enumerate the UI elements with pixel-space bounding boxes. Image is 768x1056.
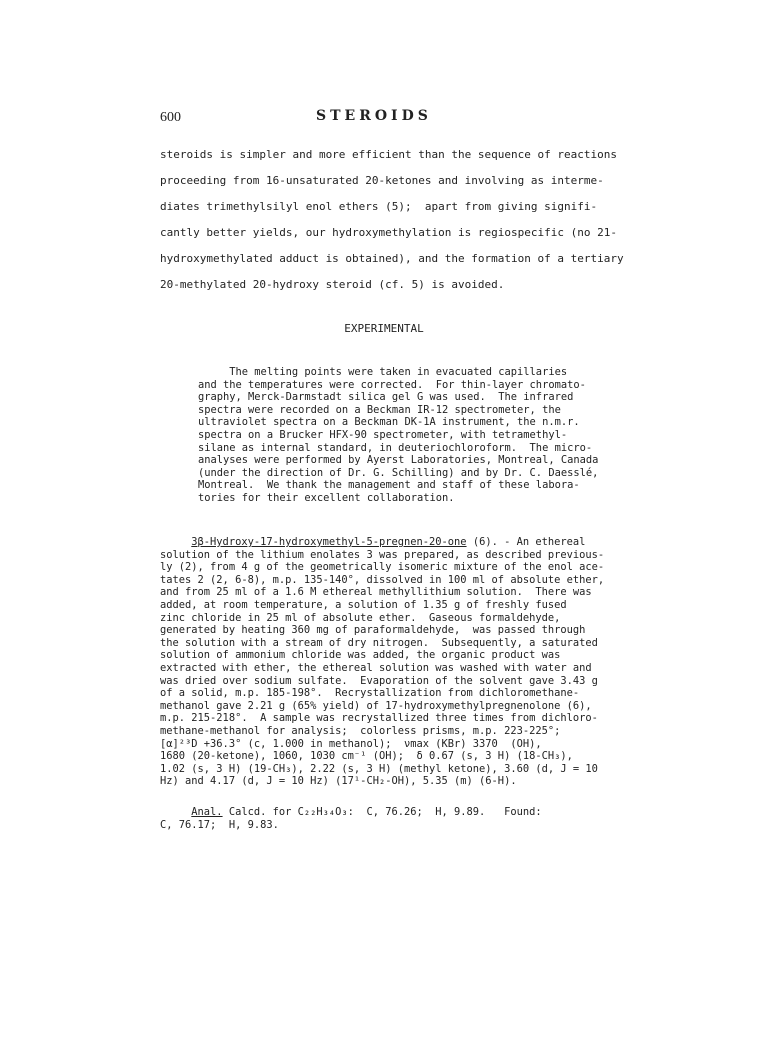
analysis-paragraph — [160, 806, 542, 831]
text-line: was dried over sodium sulfate. Evaporation of the solvent gave 3.43 g — [160, 674, 598, 687]
text-line: [α]²³D +36.3° (c, 1.000 in methanol); νmax (KBr) 3370 (OH), — [160, 737, 542, 750]
compound-heading-line — [160, 536, 604, 549]
text-line: solution of ammonium chloride was added, the organic product was — [160, 649, 561, 662]
page-number: 600 — [160, 110, 181, 125]
text-line: of a solid, m.p. 185-198°. Recrystallization from dichloromethane- — [160, 687, 580, 700]
text-line: tates 2 (2, 6-8), m.p. 135-140°, dissolved in 100 ml of absolute ether, — [160, 573, 605, 586]
text-line: spectra were recorded on a Beckman IR-12 spectrometer, the — [198, 403, 561, 416]
methods-paragraph — [198, 366, 598, 505]
text-line: (under the direction of Dr. G. Schilling) and by Dr. C. Daesslé, — [198, 466, 599, 479]
text-line: 20-methylated 20-hydroxy steroid (cf. 5) is avoided. — [160, 278, 505, 291]
text-line: ly (2), from 4 g of the geometrically isomeric mixture of the enol ace- — [160, 561, 605, 574]
text-line: m.p. 215-218°. A sample was recrystallized three times from dichloro- — [160, 712, 598, 725]
text-line: The melting points were taken in evacuated capillaries — [198, 366, 568, 378]
analysis-label: Anal. — [191, 806, 223, 818]
text-line: 1680 (20-ketone), 1060, 1030 cm⁻¹ (OH); δ 0.67 (s, 3 H) (18-CH₃), — [160, 750, 573, 763]
text-line: graphy, Merck-Darmstadt silica gel G was used. The infrared — [198, 391, 574, 404]
text-line: Montreal. We thank the management and staff of these labora- — [198, 479, 580, 492]
text-line: the solution with a stream of dry nitrogen. Subsequently, a saturated — [160, 636, 598, 649]
procedure-paragraph — [160, 536, 604, 788]
text-line: ultraviolet spectra on a Beckman DK-1A instrument, the n.m.r. — [198, 416, 580, 429]
text-line: spectra on a Brucker HFX-90 spectrometer, with tetramethyl- — [198, 428, 568, 441]
text-line: steroids is simpler and more efficient than the sequence of reactions — [160, 148, 617, 161]
compound-name: 3β-Hydroxy-17-hydroxymethyl-5-pregnen-20-one — [191, 536, 467, 548]
compound-label: (6). - An ethereal — [472, 536, 586, 548]
text-line: proceeding from 16-unsaturated 20-ketones and involving as interme- — [160, 174, 604, 187]
text-line: solution of the lithium enolates 3 was prepared, as described previous- — [160, 548, 605, 561]
text-line: and the temperatures were corrected. For thin-layer chromato- — [198, 378, 586, 391]
text-line: silane as internal standard, in deuteriochloroform. The micro- — [198, 441, 593, 454]
text-line: analyses were performed by Ayerst Laboratories, Montreal, Canada — [198, 454, 599, 467]
text-line: generated by heating 360 mg of paraformaldehyde, was passed through — [160, 624, 586, 637]
intro-paragraph — [160, 142, 630, 298]
text-line: 1.02 (s, 3 H) (19-CH₃), 2.22 (s, 3 H) (methyl ketone), 3.60 (d, J = 10 — [160, 762, 598, 775]
text-line: methane-methanol for analysis; colorless prisms, m.p. 223-225°; — [160, 724, 561, 737]
analysis-calcd: Calcd. for C₂₂H₃₄O₃: C, 76.26; H, 9.89. Found: — [222, 806, 542, 818]
text-line: Hz) and 4.17 (d, J = 10 Hz) (17¹-CH₂-OH), 5.35 (m) (6-H). — [160, 775, 517, 788]
analysis-found: C, 76.17; H, 9.83. — [160, 818, 279, 831]
text-line: zinc chloride in 25 ml of absolute ether. Gaseous formaldehyde, — [160, 611, 561, 624]
journal-title: STEROIDS — [316, 108, 432, 124]
text-line: diates trimethylsilyl enol ethers (5); apart from giving signifi- — [160, 200, 598, 213]
analysis-line — [160, 806, 542, 819]
text-line: and from 25 ml of a 1.6 M ethereal methyllithium solution. There was — [160, 586, 592, 599]
text-line: methanol gave 2.21 g (65% yield) of 17-hydroxymethylpregnenolone (6), — [160, 699, 592, 712]
section-heading: EXPERIMENTAL — [344, 322, 424, 335]
text-line: added, at room temperature, a solution of 1.35 g of freshly fused — [160, 598, 567, 611]
text-line: hydroxymethylated adduct is obtained), and the formation of a tertiary — [160, 252, 624, 265]
text-line: tories for their excellent collaboration. — [198, 491, 455, 504]
text-line: extracted with ether, the ethereal solution was washed with water and — [160, 661, 592, 674]
text-line: cantly better yields, our hydroxymethylation is regiospecific (no 21- — [160, 226, 617, 239]
